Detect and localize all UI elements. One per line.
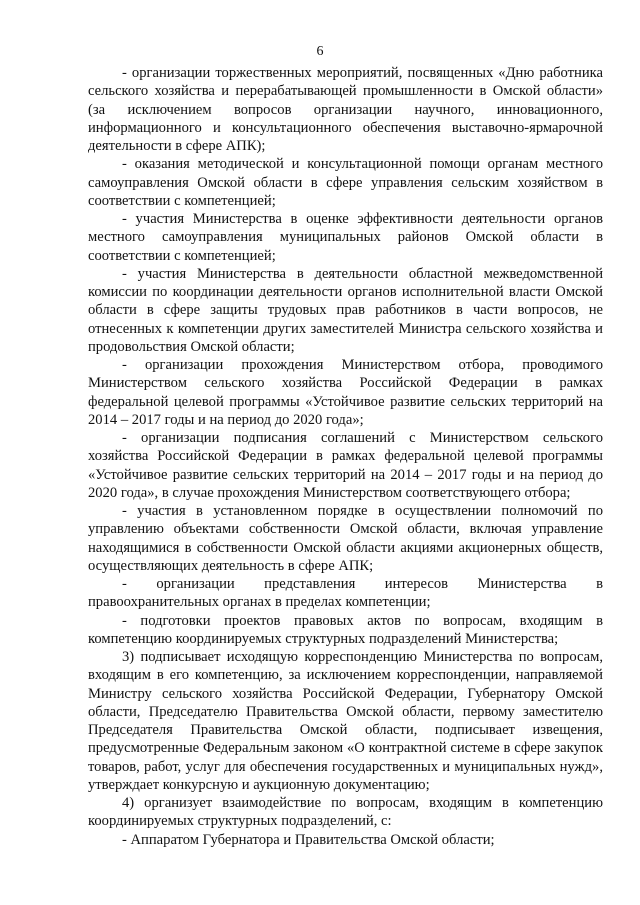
paragraph-organizes-interaction: 4) организует взаимодействие по вопросам, входящим в компетенцию координируемых структурных подразделений, с: — [88, 795, 603, 830]
paragraph-ceremonial-events: - организации торжественных мероприятий, посвященных «Дню работника сельского хозяйства и перерабатывающей промышленности в Омской области» (за исключением вопросов организации научного, инновационного, информационного и консультационного обеспечения выставочно-ярмарочной деятельности в сфере АПК); — [88, 65, 603, 154]
paragraph-selection-process: - организации прохождения Министерством отбора, проводимого Министерством сельского хозяйства Российской Федерации в рамках федеральной целевой программы «Устойчивое развитие сельских территорий на 2014 – 2017 годы и на период до 2020 года»; — [88, 357, 603, 428]
paragraph-interdepartmental-commission: - участия Министерства в деятельности областной межведомственной комиссии по координации деятельности органов исполнительной власти Омской области в сфере защиты трудовых прав работников в части вопросов, не отнесенных к компетенции других заместителей Министра сельского хозяйства и продовольствия Омской области; — [88, 265, 603, 355]
page-number: 6 — [316, 44, 324, 59]
document-body — [88, 64, 603, 849]
paragraph-efficiency-evaluation: - участия Министерства в оценке эффективности деятельности органов местного самоуправления муниципальных районов Омской области в соответствии с компетенцией; — [88, 211, 603, 264]
paragraph-legal-acts: - подготовки проектов правовых актов по вопросам, входящим в компетенцию координируемых структурных подразделений Министерства; — [88, 612, 603, 647]
paragraph-governor-apparatus: - Аппаратом Губернатора и Правительства Омской области; — [122, 831, 495, 848]
paragraph-agreements-signing: - организации подписания соглашений с Министерством сельского хозяйства Российской Федерации в рамках федеральной целевой программы «Устойчивое развитие сельских территорий на 2014 – 2017 годы и на период до 2020 года», в случае прохождения Министерством соответствующего отбора; — [88, 430, 603, 501]
paragraph-signs-correspondence: 3) подписывает исходящую корреспонденцию Министерства по вопросам, входящим в его компетенцию, за исключением корреспонденции, направляемой Министру сельского хозяйства Российской Федерации, Губернатору Омской области, Председателю Правительства Омской области, первому заместителю Председателя Правительства Омской области, подписывает извещения, предусмотренные Федеральным законом «О контрактной системе в сфере закупок товаров, работ, услуг для обеспечения государственных и муниципальных нужд», утверждает конкурсную и аукционную документацию; — [88, 649, 603, 793]
paragraph-property-management: - участия в установленном порядке в осуществлении полномочий по управлению объектами собственности Омской области, включая управление находящимися в собственности Омской области акциями акционерных обществ, осуществляющих деятельность в сфере АПК; — [88, 503, 603, 574]
paragraph-law-enforcement: - организации представления интересов Министерства в правоохранительных органах в пределах компетенции; — [88, 576, 603, 611]
paragraph-methodical-assistance: - оказания методической и консультационной помощи органам местного самоуправления Омской области в сфере управления сельским хозяйством в соответствии с компетенцией; — [88, 156, 603, 209]
